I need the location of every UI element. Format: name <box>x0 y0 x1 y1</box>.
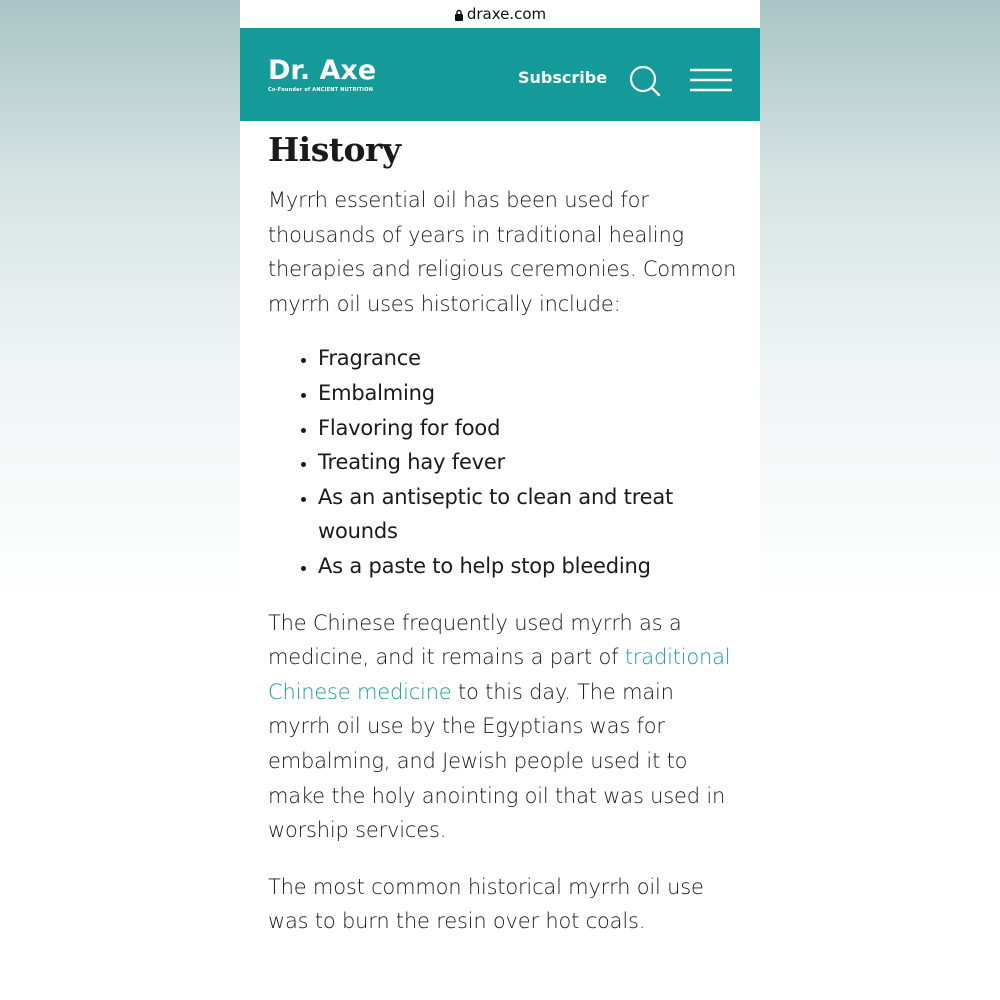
resin-paragraph: The most common historical myrrh oil use was to burn the resin over hot coals. <box>268 874 704 934</box>
site-header <box>240 28 760 121</box>
list-item: • Flavoring for food <box>318 411 738 446</box>
para2-text-before: The Chinese frequently used myrrh as a medicine, and it remains a part of <box>268 610 682 670</box>
url-text: draxe.com <box>466 5 547 23</box>
list-item: • As a paste to help stop bleeding <box>318 549 738 584</box>
tcm-link[interactable]: traditional Chinese medicine <box>268 645 731 704</box>
site-logo[interactable] <box>268 56 376 93</box>
list-item: • As an antiseptic to clean and treat wounds <box>318 480 738 549</box>
uses-list <box>268 341 738 583</box>
logo-tagline: Co-Founder of ANCIENT NUTRITION <box>268 87 374 93</box>
lock-icon <box>454 9 464 21</box>
phone-screen <box>240 0 760 1000</box>
hamburger-menu-icon[interactable] <box>690 68 732 92</box>
list-item: • Embalming <box>318 376 738 411</box>
list-item: • Treating hay fever <box>318 445 738 480</box>
logo-text: Dr. Axe <box>268 55 377 86</box>
chinese-medicine-paragraph <box>268 606 738 848</box>
section-heading: History <box>268 130 401 169</box>
article-content <box>268 121 738 939</box>
list-item: • Fragrance <box>318 341 738 376</box>
search-icon[interactable] <box>628 64 662 98</box>
intro-paragraph: Myrrh essential oil has been used for thousands of years in traditional healing therapies and religious ceremonies. Common myrrh oil uses historically include: <box>268 188 737 316</box>
subscribe-button[interactable]: Subscribe <box>518 68 608 87</box>
para2-text-after: to this day. The main myrrh oil use by the Egyptians was for embalming, and Jewish people used it to make the holy anointing oil that was used in worship services. <box>268 679 726 843</box>
address-bar[interactable] <box>240 0 760 28</box>
